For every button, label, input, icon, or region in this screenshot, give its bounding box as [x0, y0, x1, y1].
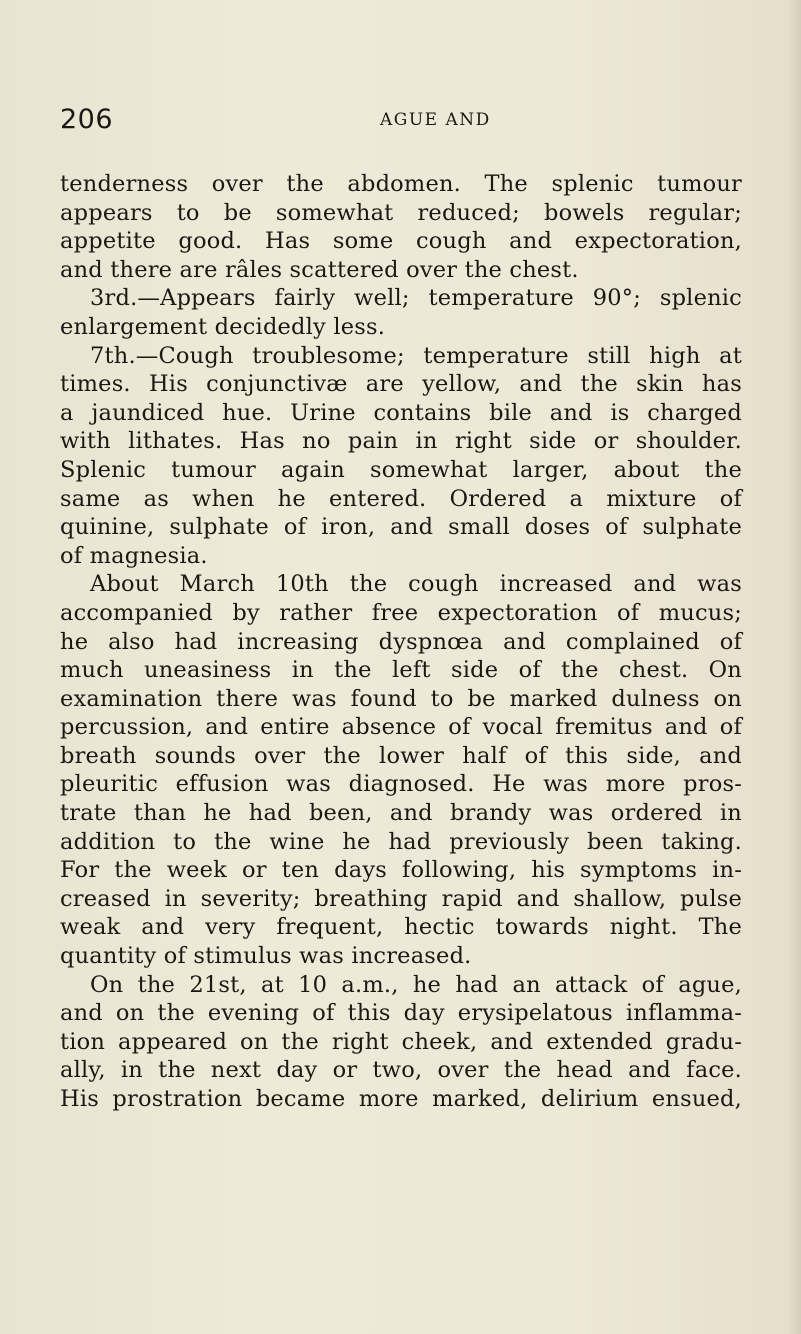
text-line: he also had increasing dyspnœa and complained of — [60, 628, 742, 655]
text-line: On the 21st, at 10 a.m., he had an attack of ague, — [90, 971, 742, 998]
text-line: same as when he entered. Ordered a mixture of — [60, 485, 742, 512]
text-line: pleuritic effusion was diagnosed. He was more pros- — [60, 771, 742, 798]
text-line: Splenic tumour again somewhat larger, about the — [60, 456, 742, 483]
running-head: AGUE AND — [380, 110, 491, 130]
page-header — [60, 104, 760, 144]
text-line: times. His conjunctivæ are yellow, and the skin has — [60, 371, 742, 398]
text-line: percussion, and entire absence of vocal fremitus and of — [60, 714, 742, 741]
text-line: trate than he had been, and brandy was ordered in — [60, 800, 742, 827]
page-number: 206 — [60, 104, 114, 135]
text-line: 7th.—Cough troublesome; temperature still high at — [90, 342, 742, 369]
text-line: For the week or ten days following, his symptoms in- — [60, 857, 742, 884]
text-line: and there are râles scattered over the chest. — [60, 256, 579, 283]
text-line: addition to the wine he had previously been taking. — [60, 828, 742, 855]
text-line: weak and very frequent, hectic towards night. The — [60, 914, 742, 941]
text-line: with lithates. Has no pain in right side or shoulder. — [60, 428, 742, 455]
text-line: a jaundiced hue. Urine contains bile and is charged — [60, 399, 742, 426]
text-line: His prostration became more marked, delirium ensued, — [60, 1086, 742, 1112]
text-line: examination there was found to be marked dulness on — [60, 685, 742, 712]
text-line: of magnesia. — [60, 542, 208, 569]
text-line: About March 10th the cough increased and was — [90, 571, 742, 598]
text-line: appetite good. Has some cough and expectoration, — [60, 228, 742, 255]
text-line: much uneasiness in the left side of the chest. On — [60, 657, 742, 684]
text-line: ally, in the next day or two, over the head and face. — [60, 1057, 742, 1084]
text-line: tion appeared on the right cheek, and extended gradu- — [60, 1028, 742, 1055]
page-edge-shadow — [787, 0, 801, 1334]
text-line: enlargement decidedly less. — [60, 313, 386, 340]
text-line: breath sounds over the lower half of this side, and — [60, 742, 742, 769]
text-line: creased in severity; breathing rapid and shallow, pulse — [60, 885, 742, 912]
text-line: accompanied by rather free expectoration of mucus; — [60, 599, 742, 626]
text-line: quantity of stimulus was increased. — [60, 943, 472, 970]
body-text — [60, 170, 742, 1114]
text-line: appears to be somewhat reduced; bowels regular; — [60, 199, 742, 226]
text-line: tenderness over the abdomen. The splenic tumour — [60, 171, 742, 197]
text-line: 3rd.—Appears fairly well; temperature 90°; splenic — [90, 285, 742, 312]
text-line: quinine, sulphate of iron, and small doses of sulphate — [60, 514, 742, 541]
text-line: and on the evening of this day erysipelatous inflamma- — [60, 1000, 742, 1027]
